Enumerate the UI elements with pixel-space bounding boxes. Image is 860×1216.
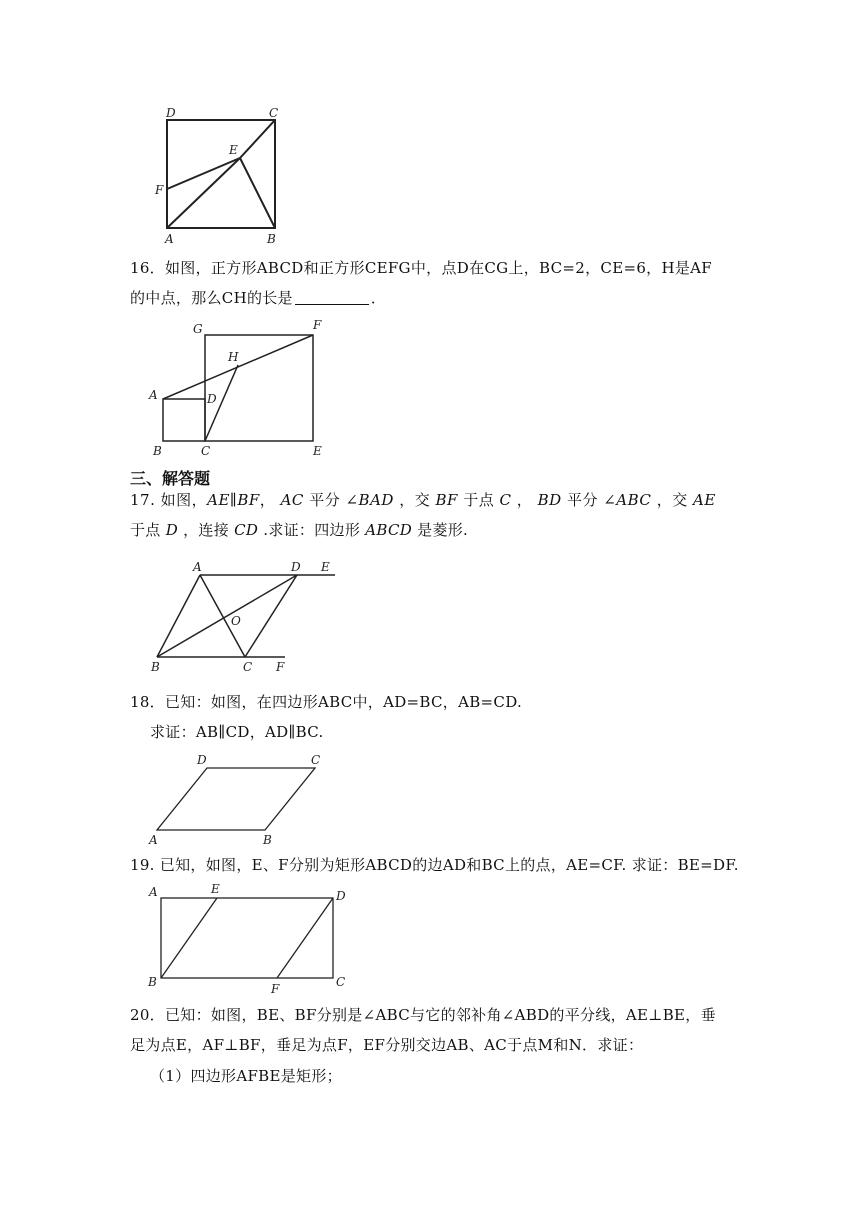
q17-l2-m2: CD bbox=[234, 521, 259, 539]
label-e: E bbox=[229, 143, 238, 157]
q20-line1: 20．已知：如图，BE、BF分别是∠ABC与它的邻补角∠ABD的平分线，AE⊥BE，垂 bbox=[130, 1006, 716, 1024]
q17-l2-m3: ABCD bbox=[365, 521, 413, 539]
q17-t7: 平分 bbox=[566, 491, 598, 509]
q17-m5: BF bbox=[435, 491, 458, 509]
q20-line3: （1）四边形AFBE是矩形； bbox=[150, 1067, 342, 1085]
label-h: H bbox=[228, 350, 239, 364]
answer-blank[interactable] bbox=[295, 290, 369, 305]
label-g: G bbox=[193, 322, 203, 336]
label-b: B bbox=[151, 660, 160, 674]
label-d: D bbox=[207, 392, 217, 406]
label-c: C bbox=[311, 753, 321, 767]
q17-m4: ∠BAD bbox=[345, 491, 394, 509]
q17-m9: AE bbox=[693, 491, 716, 509]
q17-t4: ，交 bbox=[399, 491, 431, 509]
segment-be bbox=[161, 898, 217, 978]
label-d: D bbox=[197, 753, 207, 767]
q20-line2: 足为点E，AF⊥BF，垂足为点F，EF分别交边AB、AC于点M和N．求证： bbox=[130, 1036, 644, 1054]
label-b: B bbox=[263, 833, 272, 847]
label-a: A bbox=[165, 232, 174, 246]
q17-line1 bbox=[130, 490, 716, 510]
label-c: C bbox=[336, 975, 346, 989]
segment-ce bbox=[240, 120, 275, 158]
q17-m1: AE bbox=[207, 491, 230, 509]
label-d: D bbox=[336, 889, 346, 903]
square-abcd bbox=[163, 399, 205, 441]
q17-m6: C bbox=[499, 491, 512, 509]
label-b: B bbox=[148, 975, 157, 989]
label-o: O bbox=[231, 614, 241, 628]
label-e: E bbox=[211, 882, 220, 896]
side-cd bbox=[245, 575, 297, 657]
label-a: A bbox=[193, 560, 202, 574]
segment-be bbox=[240, 158, 275, 228]
label-d: D bbox=[166, 106, 176, 120]
q17-l2-t2: ，连接 bbox=[183, 521, 229, 539]
q17-t2: ， bbox=[259, 491, 276, 509]
label-c: C bbox=[269, 106, 279, 120]
q17-t6: ， bbox=[516, 491, 533, 509]
q16-line2-end: ． bbox=[370, 289, 387, 307]
parallelogram-abcd bbox=[157, 768, 315, 830]
label-e: E bbox=[321, 560, 330, 574]
q17-l2-t3: .求证：四边形 bbox=[263, 521, 361, 539]
label-a: A bbox=[149, 388, 158, 402]
label-c: C bbox=[201, 444, 211, 458]
segment-fe bbox=[167, 158, 240, 189]
label-a: A bbox=[149, 833, 158, 847]
q17-t1: 17. 如图， bbox=[130, 491, 208, 509]
q17-l2-m1: D bbox=[165, 521, 179, 539]
square-cefg bbox=[205, 335, 313, 441]
label-a: A bbox=[149, 885, 158, 899]
label-e: E bbox=[313, 444, 322, 458]
figure-q15 bbox=[150, 100, 290, 250]
label-b: B bbox=[153, 444, 162, 458]
label-f: F bbox=[313, 318, 322, 332]
segment-af bbox=[163, 335, 313, 399]
q17-m8: ∠ABC bbox=[603, 491, 652, 509]
q16-line2-text: 的中点，那么CH的长是 bbox=[130, 289, 293, 307]
q18-line1: 18．已知：如图，在四边形ABC中，AD=BC，AB=CD. bbox=[130, 693, 523, 711]
q17-m7: BD bbox=[537, 491, 562, 509]
q16-line2 bbox=[130, 288, 386, 308]
segment-df bbox=[277, 898, 333, 978]
q16-line1: 16．如图，正方形ABCD和正方形CEFG中，点D在CG上，BC=2，CE=6，H是AF bbox=[130, 259, 712, 277]
q17-m3: AC bbox=[280, 491, 304, 509]
q17-l2-t4: 是菱形. bbox=[417, 521, 469, 539]
rectangle-abcd bbox=[161, 898, 333, 978]
label-f: F bbox=[271, 982, 280, 996]
q19-line1: 19. 已知，如图，E、F分别为矩形ABCD的边AD和BC上的点，AE=CF. 求证：BE=DF. bbox=[130, 856, 739, 874]
q17-t8: ，交 bbox=[656, 491, 688, 509]
figure-q18 bbox=[145, 748, 345, 848]
figure-q16 bbox=[145, 315, 345, 460]
q17-m2: BF bbox=[237, 491, 260, 509]
label-b: B bbox=[267, 232, 276, 246]
q17-t3: 平分 bbox=[309, 491, 341, 509]
q17-parallel: ∥ bbox=[229, 491, 238, 509]
label-c: C bbox=[243, 660, 253, 674]
segment-ae bbox=[167, 158, 240, 228]
q17-t5: 于点 bbox=[463, 491, 495, 509]
label-d: D bbox=[291, 560, 301, 574]
label-f: F bbox=[276, 660, 285, 674]
figure-q19 bbox=[145, 880, 365, 1000]
label-f: F bbox=[155, 183, 164, 197]
q17-line2 bbox=[130, 520, 468, 540]
q18-line2: 求证：AB∥CD，AD∥BC. bbox=[150, 723, 324, 741]
figure-q17 bbox=[145, 555, 355, 680]
section-title: 三、解答题 bbox=[130, 469, 211, 488]
q17-l2-t1: 于点 bbox=[130, 521, 161, 539]
